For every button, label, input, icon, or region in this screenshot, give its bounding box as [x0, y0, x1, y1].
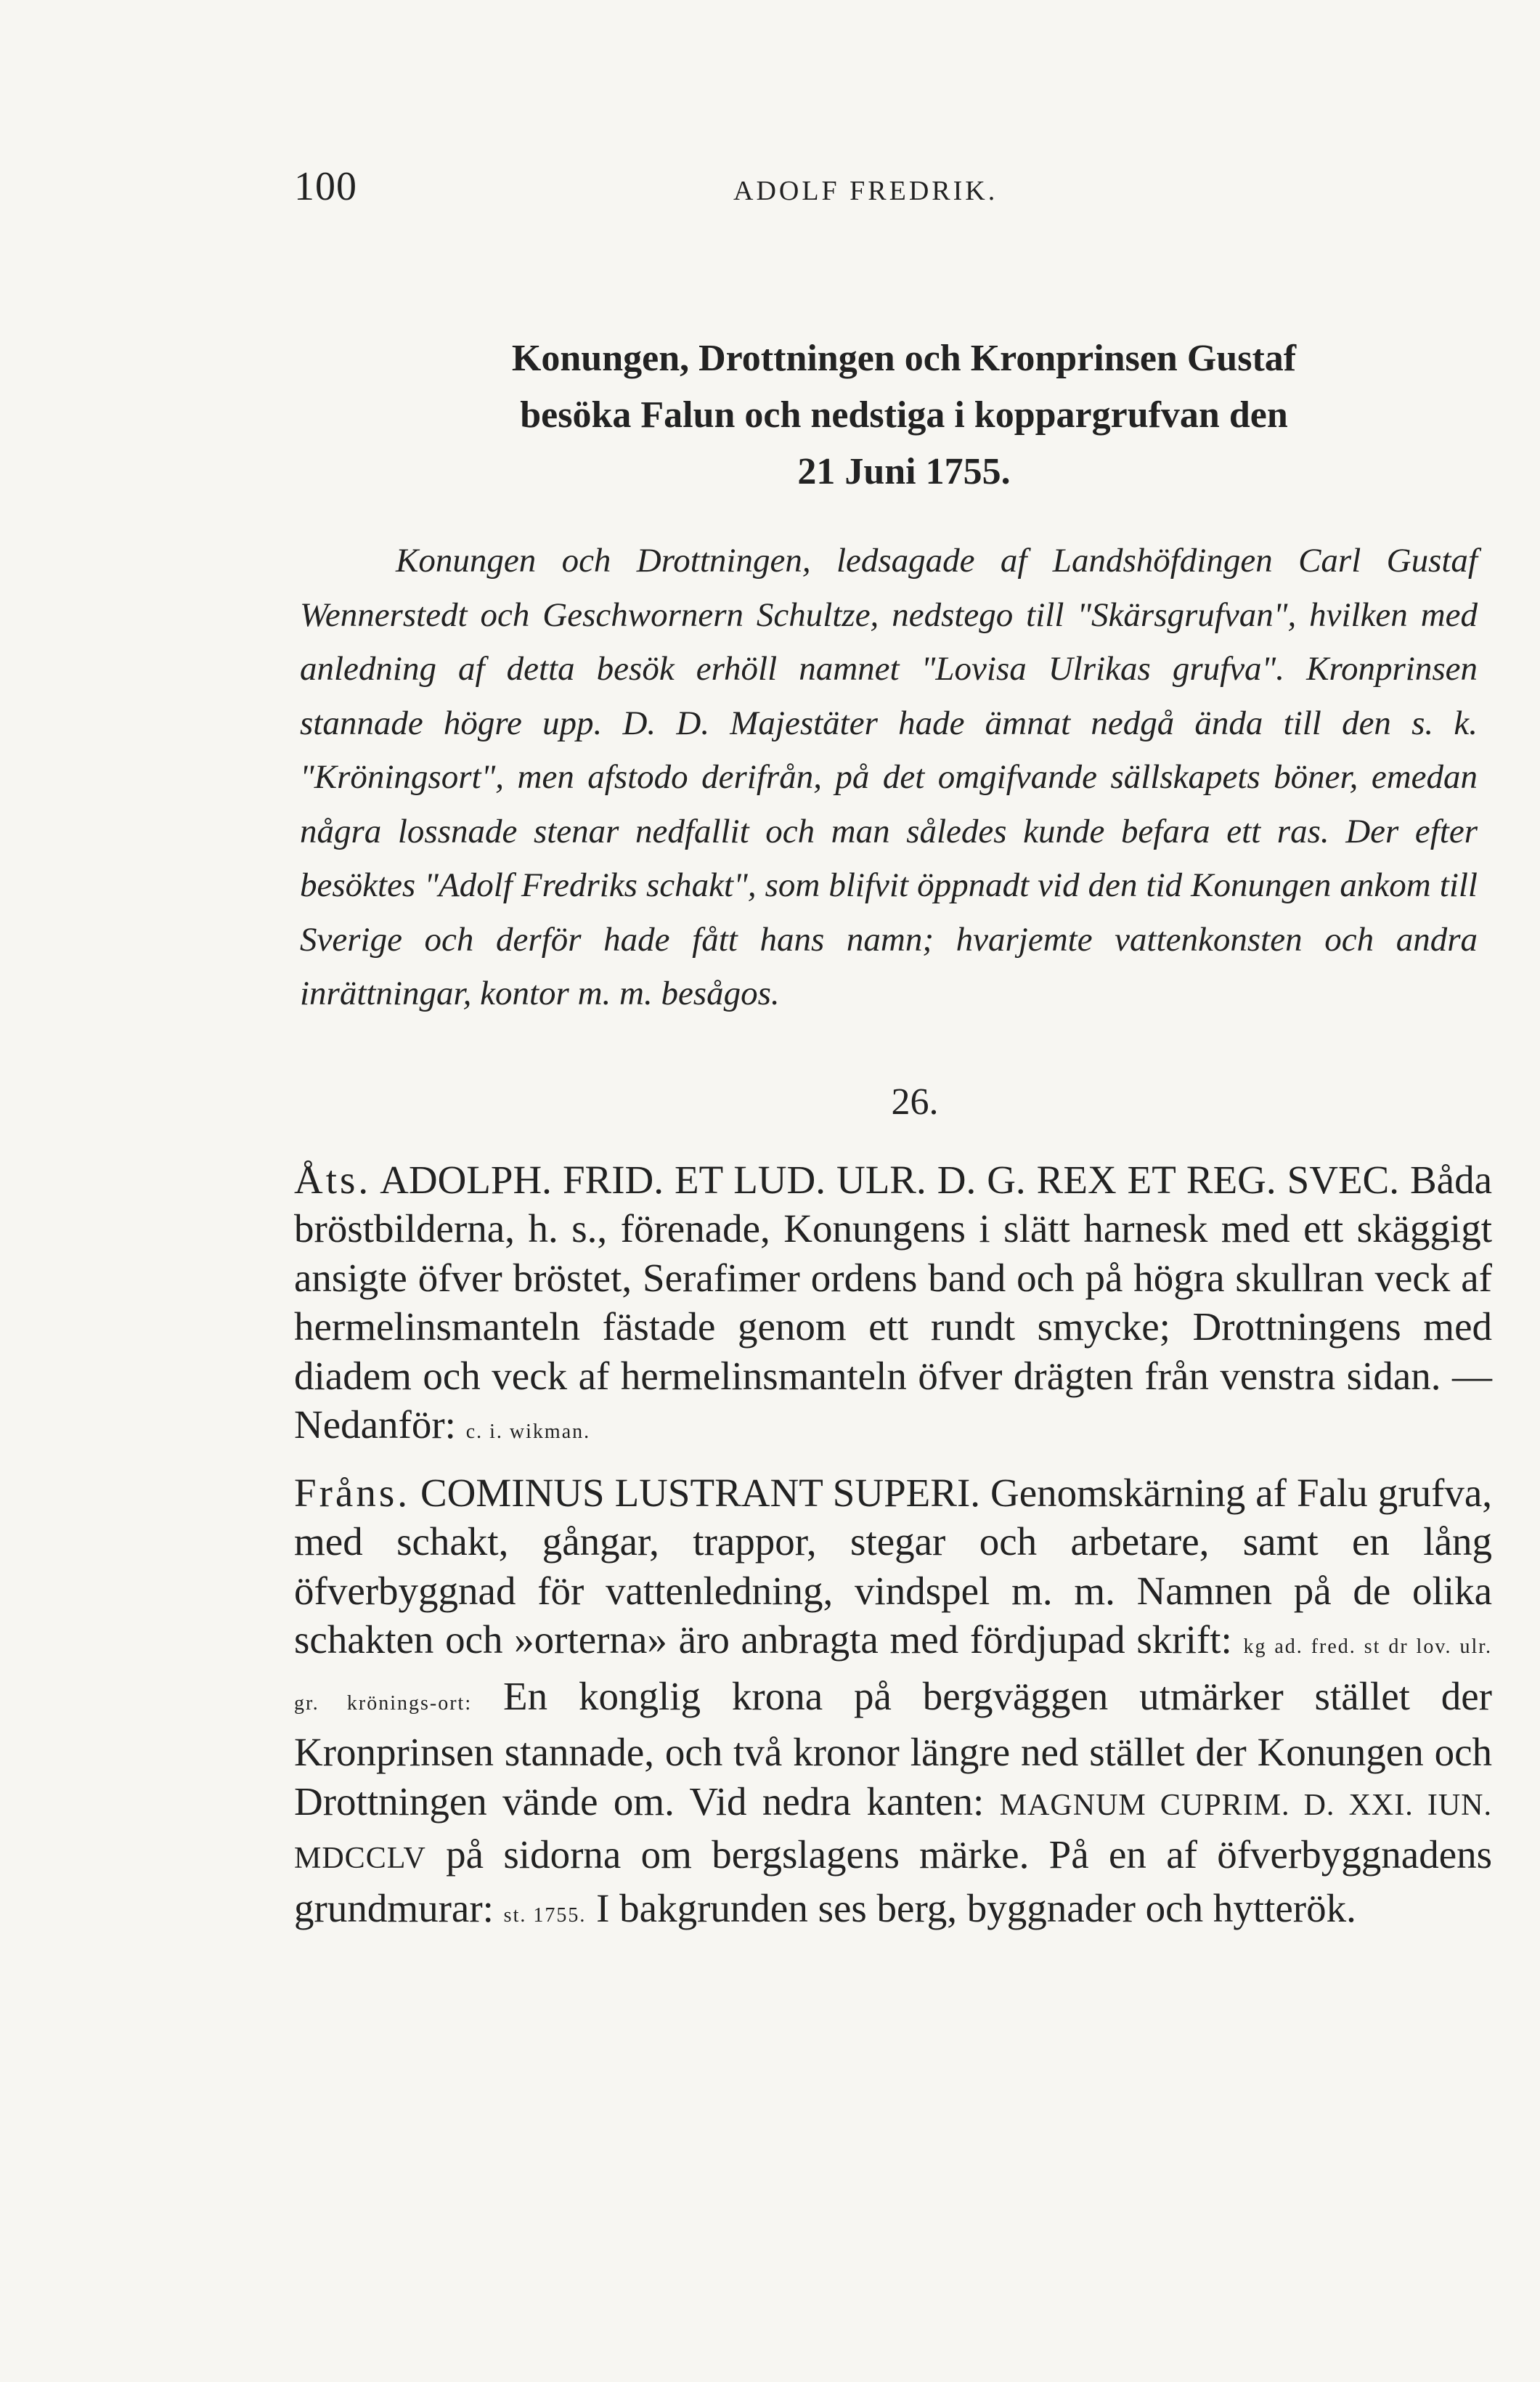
exergue-inscription: MAGNUM CUPRIM. D. XXI. IUN. MDCCLV [294, 1788, 1493, 1875]
shaft-inscription: kg ad. fred. st dr lov. ulr. gr. krönings-ort: [294, 1635, 1493, 1715]
page-header [294, 149, 1492, 221]
heading-line: besöka Falun och nedstiga i koppargrufvan den [520, 394, 1288, 436]
obverse-text: Båda bröstbilderna, h. s., förenade, Konungens i slätt harnesk med ett skäggigt ansigte öfver bröstet, Serafimer ordens band och på högra skullran veck af hermelinsmanteln fästade genom ett rundt smycke; Drottningens med diadem och veck af hermelinsmanteln öfver drägten från venstra sidan. — Nedanför: [294, 1157, 1493, 1447]
engraver-signature: c. i. wikman. [465, 1420, 591, 1443]
reverse-text: på sidorna om bergslagens märke. På en af öfverbyggnadens grundmurar: [294, 1832, 1493, 1930]
page-number: 100 [294, 164, 357, 209]
running-title: ADOLF FREDRIK. [733, 176, 998, 206]
obverse-description [294, 1155, 1492, 1457]
date-inscription: st. 1755. [503, 1903, 587, 1927]
book-page [294, 149, 1492, 1940]
reverse-text: En konglig krona på bergväggen utmärker stället der Kronprinsen stannade, och två kronor längre ned stället der Konungen och Drottningen vände om. Vid nedra kanten: [294, 1673, 1492, 1824]
heading-line: 21 Juni 1755. [797, 451, 1011, 492]
reverse-text: Genomskärning af Falu grufva, med schakt, gångar, trappor, stegar och arbetare, samt en lång öfverbyggnad för vattenledning, vindspel m. m. Namnen på de olika schakten och »orterna» äro anbragta med fördjupad skrift: [294, 1470, 1493, 1662]
intro-paragraph: Konungen och Drottningen, ledsagade af Landshöfdingen Carl Gustaf Wennerstedt och Geschwornern Schultze, nedstego till "Skärsgrufvan", hvilken med anledning af detta besök erhöll namnet "Lovisa Ulrikas grufva". Kronprinsen stannade högre upp. D. D. Majestäter hade ämnat nedgå ända till den s. k. "Kröningsort", men afstodo derifrån, på det omgifvande sällskapets böner, emedan några lossnade stenar nedfallit och man således kunde befara ett ras. Der efter besöktes "Adolf Fredriks schakt", som blifvit öppnadt vid den tid Konungen ankom till Sverige och derför hade fått hans namn; hvarjemte vattenkonsten och andra inrättningar, kontor m. m. besågos. [300, 542, 1478, 1012]
reverse-legend: COMINUS LUSTRANT SUPERI. [420, 1470, 981, 1515]
reverse-text: I bakgrunden ses berg, byggnader och hytterök. [596, 1885, 1356, 1930]
obverse-legend: ADOLPH. FRID. ET LUD. ULR. D. G. REX ET REG. SVEC. [380, 1157, 1399, 1202]
heading-line: Konungen, Drottningen och Kronprinsen Gustaf [511, 338, 1297, 379]
reverse-description [294, 1468, 1492, 1940]
section-heading [294, 330, 1492, 500]
entry-number: 26. [891, 1081, 939, 1123]
reverse-label: Fråns. [294, 1470, 410, 1515]
obverse-label: Åts. [294, 1157, 372, 1202]
